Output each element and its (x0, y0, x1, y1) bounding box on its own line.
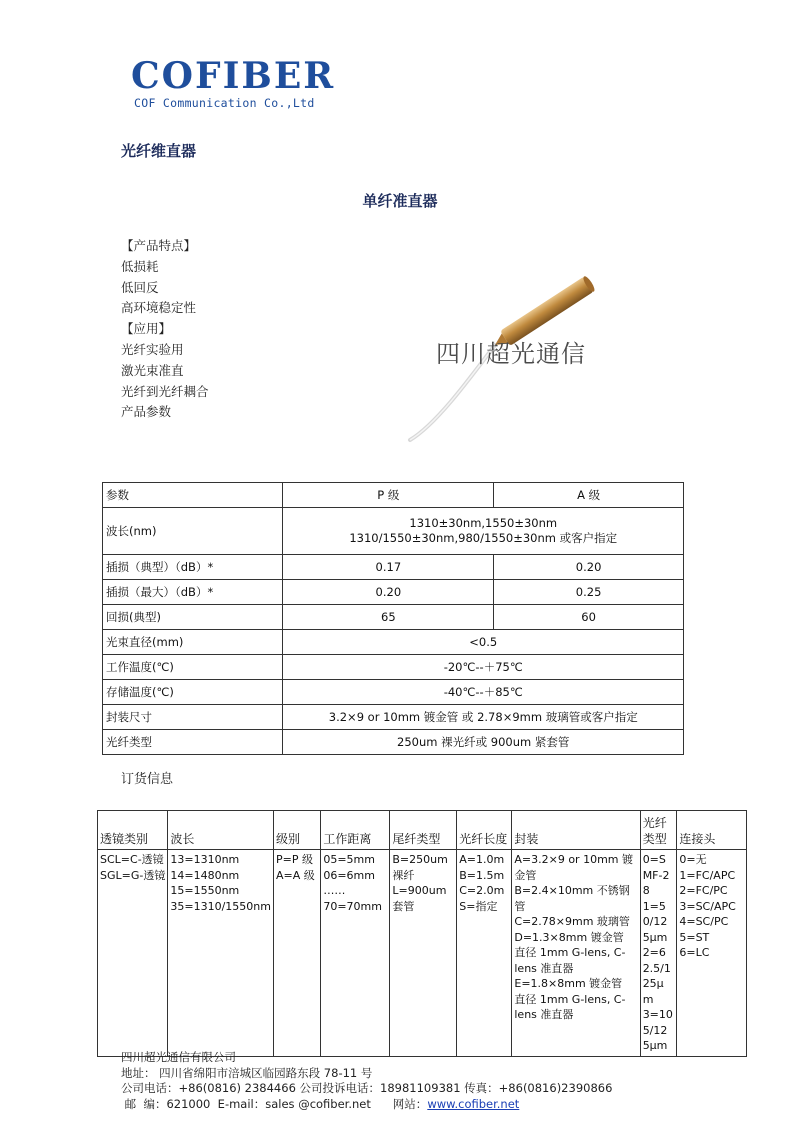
table-row (103, 555, 684, 580)
cell-line: 6=LC (679, 946, 710, 959)
footer-company: 四川超光通信有限公司 (121, 1050, 236, 1064)
table-cell (677, 850, 747, 1057)
table-cell: 0.20 (283, 580, 494, 605)
table-cell (640, 850, 677, 1057)
table-cell: 0.25 (494, 580, 684, 605)
cell-line: 2=62.5/125μm (642, 946, 671, 1006)
table-cell: 回损(典型) (103, 605, 283, 630)
spec-table (102, 482, 684, 755)
footer-contact-text: 邮 编：621000 E-mail：sales @cofiber.net 网站： (121, 1096, 428, 1111)
table-cell: 插损（最大）（dB）* (103, 580, 283, 605)
footer (121, 1050, 612, 1112)
list-item: 激光束准直 (121, 362, 184, 378)
cell-line: 14=1480nm (170, 868, 240, 882)
table-header-cell: 参数 (103, 483, 283, 508)
table-cell: 65 (283, 605, 494, 630)
list-item: 【产品特点】 (121, 238, 197, 253)
cell-line: 2=FC/PC (679, 884, 728, 897)
cell-line: 5=ST (679, 930, 710, 944)
table-cell: 60 (494, 605, 684, 630)
table-cell: 3.2×9 or 10mm 镀金管 或 2.78×9mm 玻璃管或客户指定 (283, 705, 684, 730)
cell-line: S=指定 (459, 899, 498, 913)
table-header-cell: 工作距离 (321, 811, 390, 850)
table-cell (283, 508, 684, 555)
cell-line: 06=6mm (323, 868, 375, 882)
table-row (103, 705, 684, 730)
list-item: 低回反 (121, 279, 159, 295)
cell-line: 15=1550nm (170, 884, 240, 897)
cell-line: 35=1310/1550nm (170, 899, 271, 913)
table-header-cell: 透镜类别 (98, 811, 168, 850)
cell-line: 0=无 (679, 853, 707, 866)
cell-line: A=3.2×9 or 10mm 镀金管 (514, 853, 633, 882)
table-header-cell: 连接头 (677, 811, 747, 850)
table-header-cell: 级别 (273, 811, 320, 850)
company-logo (131, 56, 341, 114)
footer-address: 地址： 四川省绵阳市涪城区临园路东段 78-11 号 (121, 1065, 373, 1080)
list-item: 光纤实验用 (121, 341, 184, 357)
table-row (103, 655, 684, 680)
cell-line: 13=1310nm (170, 853, 240, 866)
table-cell: 光纤类型 (103, 730, 283, 755)
list-item: 高环境稳定性 (121, 300, 197, 316)
cell-line: P=P 级 (275, 853, 313, 866)
order-info-title: 订货信息 (121, 772, 174, 787)
table-row (103, 580, 684, 605)
footer-contact (121, 1097, 612, 1113)
cell-line: 类型 (642, 831, 667, 846)
cell-line: 3=SC/APC (679, 899, 736, 913)
list-item: 产品参数 (121, 404, 172, 420)
cell-line: 直径 1mm G-lens, C-lens 准直器 (514, 992, 626, 1021)
list-item: 【应用】 (121, 321, 172, 337)
cell-line: 1310±30nm,1550±30nm (409, 516, 558, 530)
table-row (98, 811, 747, 850)
table-cell: <0.5 (283, 630, 684, 655)
table-cell: -20℃--＋75℃ (283, 655, 684, 680)
footer-phone: 公司电话：+86(0816) 2384466 公司投诉电话：18981109381 传真：+86(0816)2390866 (121, 1081, 613, 1095)
table-cell: 波长(nm) (103, 508, 283, 555)
table-cell (168, 850, 274, 1057)
cell-line: E=1.8×8mm 镀金管 (514, 977, 623, 990)
table-row (103, 730, 684, 755)
table-header-cell: 波长 (168, 811, 274, 850)
cell-line: B=1.5m (459, 868, 505, 882)
table-row (103, 483, 684, 508)
table-cell: 0.20 (494, 555, 684, 580)
table-cell (457, 850, 512, 1057)
cell-line: 1=50/125μm (642, 899, 668, 944)
website-link[interactable]: www.cofiber.net (427, 1096, 520, 1111)
cell-line: SCL=C-透镜 (100, 853, 164, 866)
table-header-cell: 封装 (512, 811, 640, 850)
features-list (121, 236, 209, 423)
table-header-cell: 尾纤类型 (390, 811, 457, 850)
cell-line: B=2.4×10mm 不锈钢管 (514, 884, 630, 913)
table-cell: 工作温度(℃) (103, 655, 283, 680)
cell-line: L=900um 套管 (392, 884, 447, 913)
document-title: 光纤维直器 (121, 142, 197, 160)
table-cell: 封装尺寸 (103, 705, 283, 730)
table-cell: 250um 裸光纤或 900um 紧套管 (283, 730, 684, 755)
list-item: 光纤到光纤耦合 (121, 383, 209, 399)
watermark: 四川超光通信 (436, 340, 586, 368)
table-row (103, 680, 684, 705)
cell-line: 1=FC/APC (679, 868, 736, 882)
table-cell: 存储温度(℃) (103, 680, 283, 705)
cell-line: B=250um 裸纤 (392, 853, 448, 882)
cell-line: 光纤 (642, 816, 667, 830)
table-row (103, 630, 684, 655)
table-cell (512, 850, 640, 1057)
table-cell: 插损（典型）（dB）* (103, 555, 283, 580)
cell-line: D=1.3×8mm 镀金管 (514, 930, 624, 944)
order-table (97, 810, 747, 1057)
cell-line: 05=5mm (323, 853, 375, 866)
table-header-cell: P 级 (283, 483, 494, 508)
list-item: 低损耗 (121, 258, 159, 274)
product-title: 单纤准直器 (362, 192, 438, 210)
table-cell: 光束直径(mm) (103, 630, 283, 655)
table-header-cell: 光纤长度 (457, 811, 512, 850)
cell-line: 0=SMF-28 (642, 853, 670, 897)
table-cell (390, 850, 457, 1057)
table-cell (98, 850, 168, 1057)
cell-line: 1310/1550±30nm,980/1550±30nm 或客户指定 (349, 531, 618, 545)
table-row (103, 508, 684, 555)
cell-line: C=2.0m (459, 884, 505, 897)
logo-wordmark: COFIBER (131, 55, 336, 97)
table-cell (273, 850, 320, 1057)
table-header-cell: A 级 (494, 483, 684, 508)
cell-line: C=2.78×9mm 玻璃管 (514, 915, 630, 928)
table-cell: -40℃--＋85℃ (283, 680, 684, 705)
cell-line: SGL=G-透镜 (100, 868, 166, 882)
cell-line: A=A 级 (275, 868, 315, 882)
cell-line: 70=70mm (323, 899, 382, 913)
cell-line: 3=105/125μm (642, 1008, 673, 1052)
cell-line: 4=SC/PC (679, 915, 729, 928)
logo-subtitle: COF Communication Co.,Ltd (134, 96, 315, 110)
table-row (103, 605, 684, 630)
cell-line: 直径 1mm G-lens, C-lens 准直器 (514, 946, 626, 975)
cell-line: …… (323, 884, 346, 897)
cell-line: A=1.0m (459, 853, 505, 866)
table-header-cell (640, 811, 677, 850)
table-cell (321, 850, 390, 1057)
table-cell: 0.17 (283, 555, 494, 580)
table-row (98, 850, 747, 1057)
